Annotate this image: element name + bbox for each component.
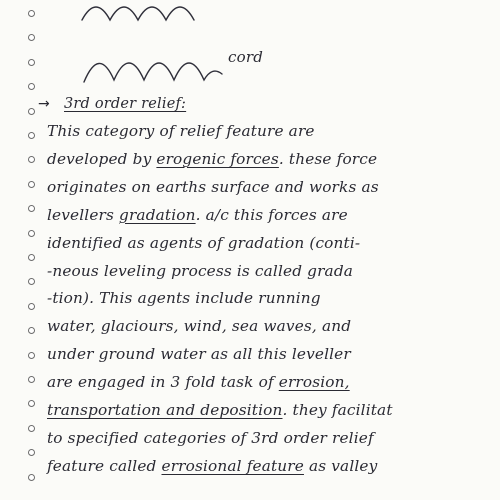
binding-hole	[28, 156, 35, 163]
underlined-term: gradation	[119, 205, 196, 224]
note-text: . these force	[278, 149, 378, 168]
underlined-term: errosion,	[278, 373, 350, 392]
binding-hole	[28, 132, 35, 139]
sketch-label: cord	[228, 48, 264, 66]
note-line	[47, 177, 379, 196]
binding-hole	[28, 400, 35, 407]
upper-arches	[82, 7, 194, 20]
note-line	[47, 291, 321, 306]
binding-hole	[28, 352, 35, 359]
note-text: . a/c this forces are	[195, 205, 348, 224]
note-text: feature called	[47, 456, 162, 475]
note-line	[47, 428, 374, 447]
note-line	[47, 233, 361, 252]
binding-hole	[28, 327, 35, 334]
section-heading: 3rd order relief:	[64, 96, 187, 112]
binding-hole	[28, 181, 35, 188]
note-text: This category of relief feature are	[47, 122, 315, 140]
underlined-term: errosional feature	[161, 456, 304, 475]
note-text: to specified categories of 3rd order relief	[47, 428, 374, 447]
note-text: . they facilitat	[282, 401, 393, 419]
binding-hole	[28, 278, 35, 285]
note-line	[47, 403, 393, 418]
note-line	[47, 375, 350, 390]
binding-hole	[28, 425, 35, 432]
binding-hole	[28, 449, 35, 456]
binding-hole	[28, 205, 35, 212]
note-text: water, glaciours, wind, sea waves, and	[47, 317, 352, 336]
binding-hole	[28, 376, 35, 383]
note-text: identified as agents of gradation (conti-	[47, 233, 361, 252]
binding-hole	[28, 474, 35, 481]
lower-arches	[84, 63, 222, 82]
note-text: developed by	[47, 149, 157, 168]
binding-hole	[28, 254, 35, 261]
heading-arrow-icon: →	[38, 96, 50, 112]
note-text: as valley	[303, 456, 378, 475]
note-line	[47, 124, 315, 139]
note-line	[47, 319, 351, 334]
note-text: levellers	[47, 205, 120, 224]
note-line	[47, 347, 351, 362]
note-text: -neous leveling process is called grada	[47, 261, 354, 280]
binding-hole	[28, 230, 35, 237]
binding-hole	[28, 303, 35, 310]
underlined-term: erogenic forces	[156, 149, 279, 168]
note-line	[47, 205, 348, 224]
note-line	[47, 261, 354, 280]
note-line	[47, 456, 378, 475]
note-text: -tion). This agents include running	[47, 289, 321, 308]
note-text: are engaged in 3 fold task of	[47, 373, 279, 392]
note-text: originates on earths surface and works as	[47, 177, 379, 196]
note-line	[47, 149, 378, 168]
underlined-term: transportation and deposition	[47, 401, 283, 419]
note-text: under ground water as all this leveller	[47, 345, 351, 364]
